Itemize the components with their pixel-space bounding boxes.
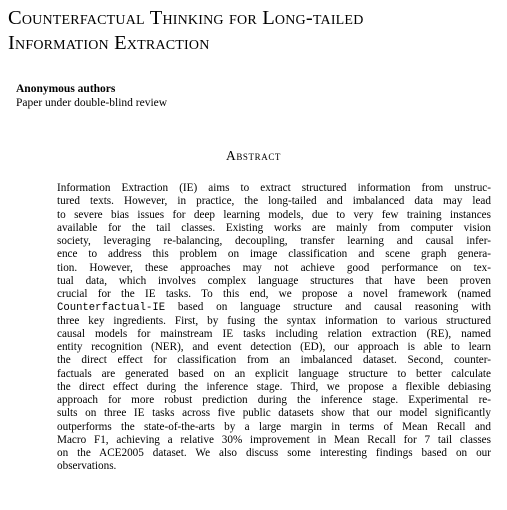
abstract-line: tual data, which involves complex language structures that have been proven (57, 274, 491, 287)
abstract-line: on the ACE2005 dataset. We also discuss some interesting findings based on our (57, 447, 491, 459)
abstract-line: tion. However, these approaches may not achieve good performance on tex- (57, 261, 491, 274)
abstract-line: three key ingredients. First, by fusing the syntax information to various structured (57, 314, 491, 327)
abstract-line: Macro F1, achieving a relative 30% improvement in Mean Recall for 7 tail classes (57, 433, 491, 446)
abstract-line: tured texts. However, in practice, the long-tailed and imbalanced data may lead (57, 195, 491, 208)
abstract-line-last: observations. (57, 460, 117, 473)
paper-affiliation: Paper under double-blind review (16, 97, 168, 109)
abstract-line-rest: based on language structure and causal reasoning with (165, 301, 491, 314)
paper-title-line-1: Counterfactual Thinking for Long-tailed (8, 7, 364, 29)
abstract-body (57, 182, 491, 474)
abstract-line: entity recognition (NER), and event detection (ED), our approach is able to learn (57, 341, 491, 353)
abstract-line: ence to address this problem on image classification and scene graph genera- (57, 248, 491, 261)
abstract-line: approach for more robust prediction during the inference stage. Experimental re- (57, 394, 491, 406)
paper-authors: Anonymous authors (16, 83, 116, 95)
paper-title (8, 6, 503, 56)
abstract-line-with-framework-name (57, 301, 491, 314)
paper-title-line-2: Information Extraction (8, 32, 210, 54)
abstract-line: the direct effect during the inference stage. Third, we propose a flexible debiasing (57, 380, 491, 393)
framework-name: Counterfactual-IE (57, 302, 166, 315)
abstract-line: factuals are generated based on an explicit language structure to better calculate (57, 367, 491, 380)
abstract-line: outperforms the state-of-the-arts by a large margin in terms of Mean Recall and (57, 420, 491, 433)
abstract-line: crucial for the IE tasks. To this end, we propose a novel framework (named (57, 288, 491, 300)
abstract-heading: Abstract (225, 148, 282, 163)
abstract-line: to severe bias issues for deep learning models, due to very few training instances (57, 208, 491, 221)
abstract-line: Information Extraction (IE) aims to extract structured information from unstruc- (57, 182, 491, 194)
abstract-line: causal models for mainstream IE tasks including relation extraction (RE), named (57, 327, 491, 340)
abstract-line: sults on three IE tasks across five public datasets show that our model significantly (57, 407, 491, 420)
abstract-line: the direct effect for classification from an imbalanced dataset. Second, counter- (57, 354, 491, 367)
abstract-line: available for the tail classes. Existing works are mainly from computer vision (57, 221, 491, 234)
abstract-line: society, leveraging re-balancing, decoupling, transfer learning and causal infer- (57, 235, 491, 247)
